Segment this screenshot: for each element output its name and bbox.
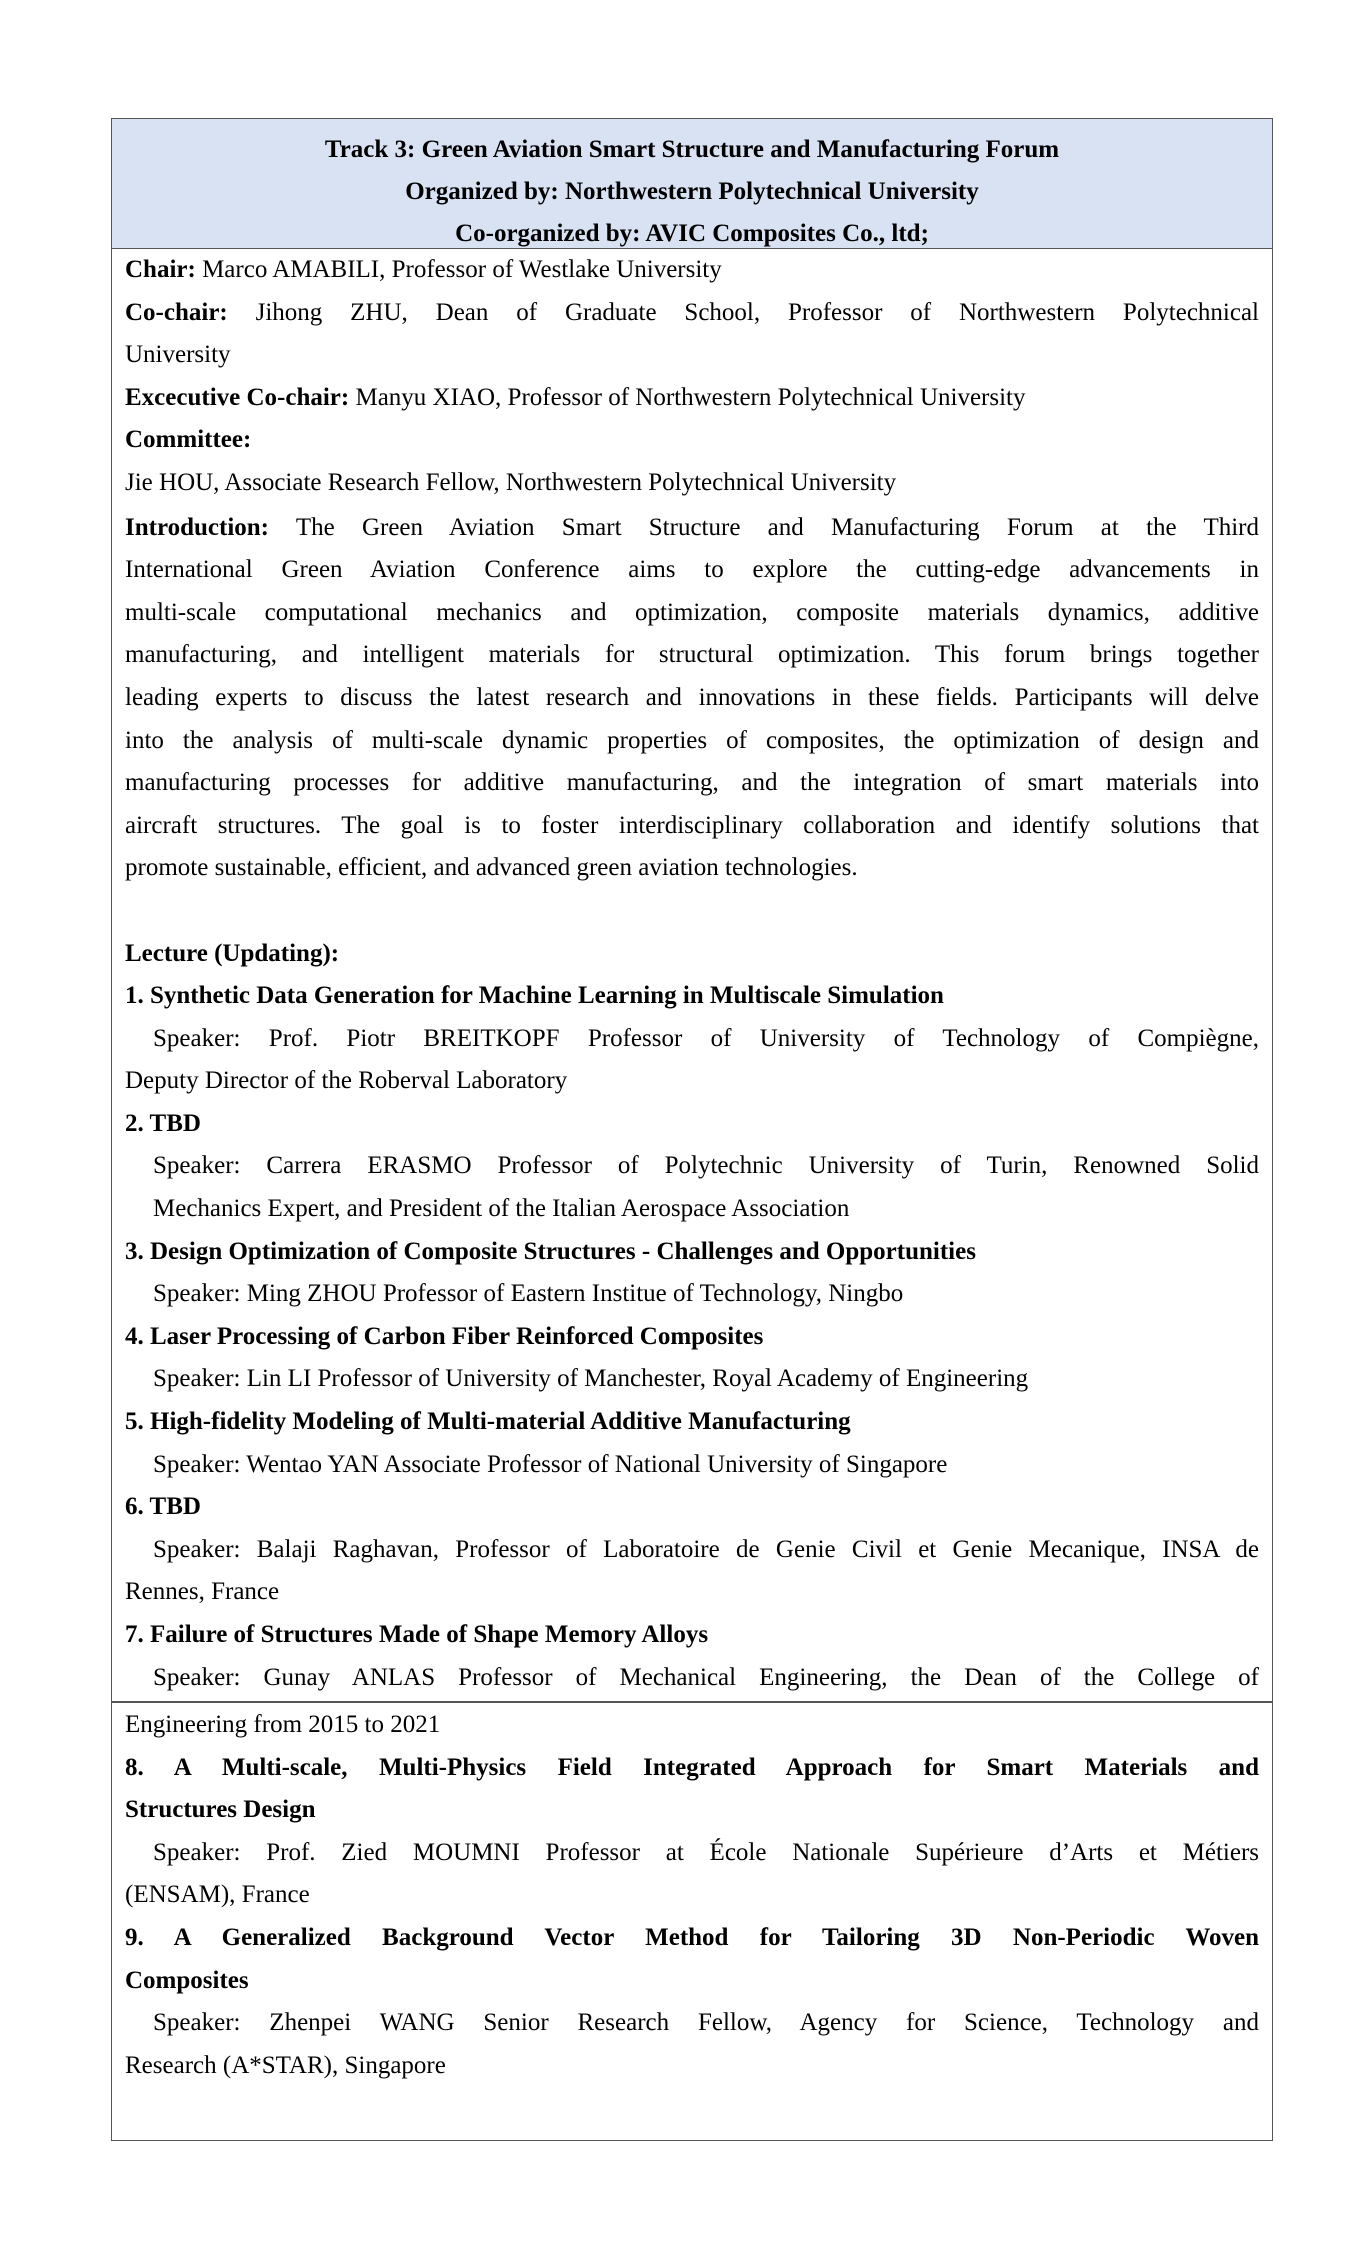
lecture-title: 8. A Multi-scale, Multi-Physics Field Integrated Approach for Smart Materials and [125,1753,1259,1781]
lecture-title: 5. High-fidelity Modeling of Multi-material Additive Manufacturing [125,1408,851,1436]
lecture-speaker: Speaker: Ming ZHOU Professor of Eastern Institue of Technology, Ningbo [153,1280,904,1308]
lecture-heading: Lecture (Updating): [125,939,340,967]
intro-line: International Green Aviation Conference aims to explore the cutting-edge advancements in [125,556,1259,584]
intro-text: The Green Aviation Smart Structure and Manufacturing Forum at the Third [269,513,1259,541]
lecture-speaker-cont: Engineering from 2015 to 2021 [125,1711,441,1738]
track-body-continued [112,1702,1272,2087]
lecture-speaker: Speaker: Prof. Piotr BREITKOPF Professor of University of Technology of Compiègne, [153,1024,1259,1052]
track-title: Track 3: Green Aviation Smart Structure and Manufacturing Forum [324,136,1060,163]
lecture-speaker-cont: Rennes, France [125,1578,280,1606]
lecture-title: 2. TBD [125,1109,201,1137]
exec-cochair-label: Excecutive Co-chair: [125,383,350,411]
intro-line: manufacturing processes for additive manufacturing, and the integration of smart materials into [125,769,1259,797]
cochair-text: Jihong ZHU, Dean of Graduate School, Professor of Northwestern Polytechnical [227,298,1259,326]
lecture-speaker: Speaker: Lin LI Professor of University of Manchester, Royal Academy of Engineering [153,1365,1029,1393]
intro-line: manufacturing, and intelligent materials for structural optimization. This forum brings together [125,641,1259,669]
lecture-speaker: Speaker: Gunay ANLAS Professor of Mechanical Engineering, the Dean of the College of [153,1663,1259,1691]
intro-label: Introduction: [125,513,270,541]
track-table-page1 [111,118,1273,1703]
spacer [125,890,1259,933]
intro-line: aircraft structures. The goal is to foster interdisciplinary collaboration and identify solutions that [125,811,1259,839]
exec-cochair-text: Manyu XIAO, Professor of Northwestern Polytechnical University [349,383,1026,411]
lecture-speaker-cont: Mechanics Expert, and President of the Italian Aerospace Association [153,1195,850,1223]
track-table-page2 [111,1701,1273,2141]
lecture-title: 4. Laser Processing of Carbon Fiber Reinforced Composites [125,1322,764,1350]
lecture-title: 6. TBD [125,1493,201,1521]
lecture-speaker: Speaker: Prof. Zied MOUMNI Professor at École Nationale Supérieure d’Arts et Métiers [153,1838,1259,1866]
lecture-title: 1. Synthetic Data Generation for Machine Learning in Multiscale Simulation [125,982,944,1010]
lecture-title: 9. A Generalized Background Vector Method for Tailoring 3D Non-Periodic Woven [125,1923,1259,1951]
track-header [112,119,1272,249]
cochair-label: Co-chair: [125,298,228,326]
co-organized-by: Co-organized by: AVIC Composites Co., ltd; [455,220,929,247]
chair-line [125,249,1259,292]
intro-line: multi-scale computational mechanics and optimization, composite materials dynamics, additive [125,598,1259,626]
lecture-title: 3. Design Optimization of Composite Structures - Challenges and Opportunities [125,1237,976,1265]
track-body [112,249,1272,1699]
lecture-speaker: Speaker: Zhenpei WANG Senior Research Fellow, Agency for Science, Technology and [153,2009,1259,2037]
lecture-speaker-cont: Research (A*STAR), Singapore [125,2051,446,2079]
intro-line: leading experts to discuss the latest research and innovations in these fields. Participants will delve [125,683,1259,711]
exec-cochair-line [125,377,1259,420]
lecture-speaker-cont: Deputy Director of the Roberval Laboratory [125,1067,568,1095]
intro-line [125,507,1259,550]
lecture-title-cont: Composites [125,1966,249,1994]
lecture-title-cont: Structures Design [125,1796,316,1824]
lecture-speaker-cont: (ENSAM), France [125,1881,310,1909]
lecture-speaker: Speaker: Carrera ERASMO Professor of Polytechnic University of Turin, Renowned Solid [153,1152,1259,1180]
lecture-speaker: Speaker: Balaji Raghavan, Professor of Laboratoire de Genie Civil et Genie Mecanique, INSA de [153,1535,1259,1563]
cochair-line-2: University [125,341,231,369]
chair-label: Chair: [125,256,196,283]
committee-label: Committee: [125,426,252,454]
organized-by: Organized by: Northwestern Polytechnical University [405,178,979,205]
intro-line: into the analysis of multi-scale dynamic properties of composites, the optimization of design and [125,726,1259,754]
committee-member: Jie HOU, Associate Research Fellow, Northwestern Polytechnical University [125,468,897,496]
chair-text: Marco AMABILI, Professor of Westlake University [195,256,722,283]
cochair-line [125,292,1259,335]
lecture-speaker: Speaker: Wentao YAN Associate Professor of National University of Singapore [153,1450,948,1478]
introduction [125,505,1259,890]
intro-line: promote sustainable, efficient, and advanced green aviation technologies. [125,854,858,882]
lecture-title: 7. Failure of Structures Made of Shape Memory Alloys [125,1621,709,1648]
